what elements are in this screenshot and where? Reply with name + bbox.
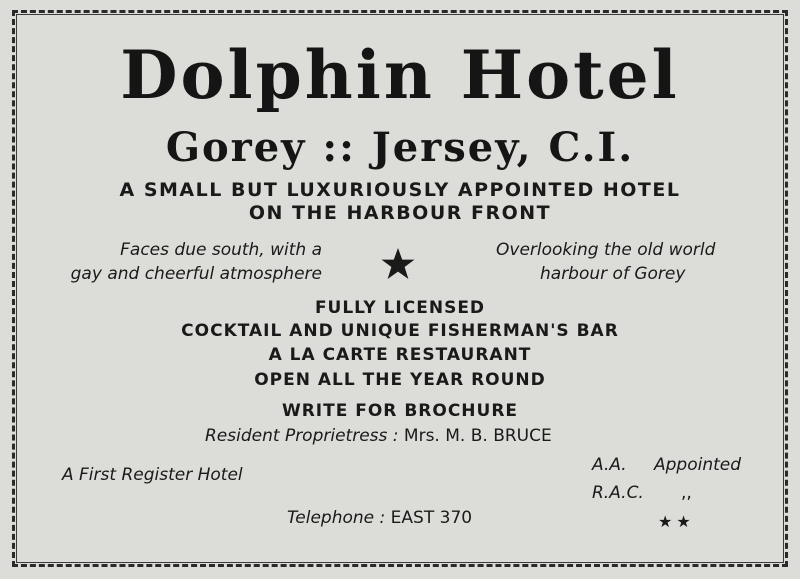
feature-restaurant: A LA CARTE RESTAURANT <box>268 345 532 365</box>
telephone-line <box>287 510 472 527</box>
rac-label: R.A.C. <box>592 483 644 503</box>
rac-stars: ★★ <box>658 512 695 531</box>
hotel-location: Gorey :: Jersey, C.I. <box>165 124 635 171</box>
proprietress-name: Mrs. M. B. BRUCE <box>403 426 552 446</box>
telephone-number: EAST 370 <box>390 508 473 528</box>
tagline-line-2: ON THE HARBOUR FRONT <box>248 202 552 224</box>
left-blurb-line-1: Faces due south, with a <box>120 240 322 260</box>
star-icon <box>380 246 416 282</box>
proprietress-label: Resident Proprietress : <box>205 426 399 446</box>
feature-licensed: FULLY LICENSED <box>314 298 486 318</box>
feature-bar: COCKTAIL AND UNIQUE FISHERMAN'S BAR <box>181 321 619 341</box>
rac-value: ,, <box>681 483 692 503</box>
aa-label: A.A. <box>592 455 627 475</box>
hotel-name: Dolphin Hotel <box>120 36 680 114</box>
proprietress-line <box>205 428 552 445</box>
right-blurb-line-2: harbour of Gorey <box>540 264 686 284</box>
left-blurb-line-2: gay and cheerful atmosphere <box>70 264 322 284</box>
tagline-line-1: A SMALL BUT LUXURIOUSLY APPOINTED HOTEL <box>119 179 681 201</box>
telephone-label: Telephone : <box>287 508 386 528</box>
right-blurb-line-1: Overlooking the old world <box>496 240 716 260</box>
feature-open-all-year: OPEN ALL THE YEAR ROUND <box>254 370 546 390</box>
aa-value: Appointed <box>654 455 742 475</box>
brochure-heading: WRITE FOR BROCHURE <box>281 401 519 421</box>
register-note: A First Register Hotel <box>62 465 243 485</box>
